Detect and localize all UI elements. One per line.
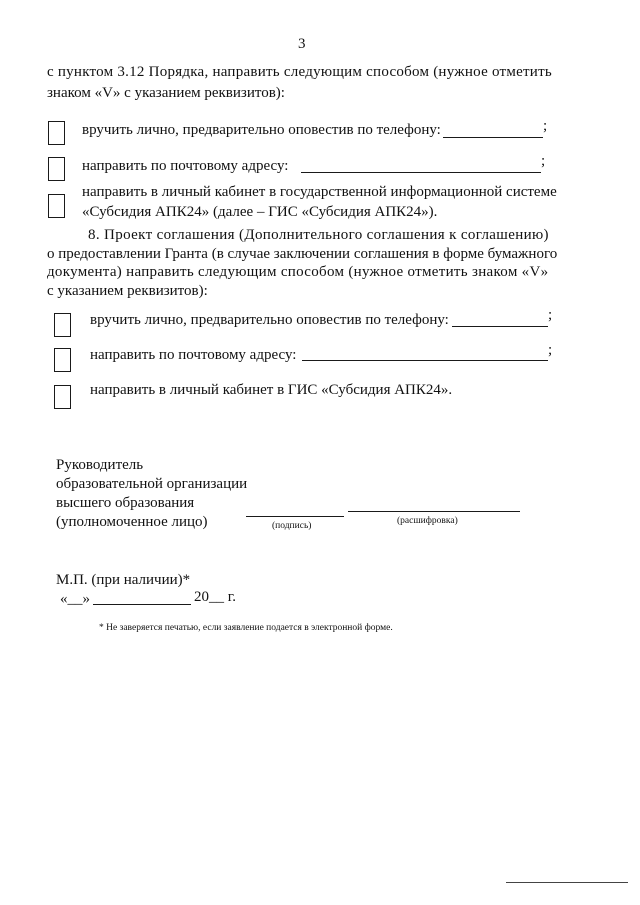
checkbox-personal-account-1[interactable] — [48, 194, 65, 218]
address-field-1[interactable] — [301, 172, 541, 173]
item8-line-4: с указанием реквизитов): — [47, 283, 208, 299]
name-decode-field[interactable] — [348, 511, 520, 512]
item8-line-2: о предоставлении Гранта (в случае заключении соглашения в форме бумажного — [47, 246, 558, 262]
checkbox-personal-account-2[interactable] — [54, 385, 71, 409]
signatory-line-1: Руководитель — [56, 457, 144, 473]
checkbox-post-address-1[interactable] — [48, 157, 65, 181]
item8-line-3: документа) направить следующим способом (нужное отметить знаком «V» — [47, 264, 549, 280]
signatory-line-2: образовательной организации — [56, 476, 248, 492]
footnote: * Не заверяется печатью, если заявление подается в электронной форме. — [99, 623, 393, 633]
option-hand-deliver-1: вручить лично, предварительно оповестив по телефону: — [82, 122, 441, 138]
stamp-label: М.П. (при наличии)* — [56, 572, 191, 588]
date-year: 20__ г. — [194, 589, 236, 605]
date-day: «__» — [60, 591, 90, 607]
checkbox-post-address-2[interactable] — [54, 348, 71, 372]
signature-caption: (подпись) — [272, 521, 312, 531]
item8-line-1: 8. Проект соглашения (Дополнительного соглашения к соглашению) — [88, 227, 549, 243]
semicolon-2: ; — [541, 153, 546, 169]
address-field-2[interactable] — [302, 360, 548, 361]
signatory-line-4: (уполномоченное лицо) — [56, 514, 208, 530]
option-personal-account-2: направить в личный кабинет в ГИС «Субсидия АПК24». — [90, 382, 453, 398]
scan-edge-line — [506, 882, 628, 883]
signatory-line-3: высшего образования — [56, 495, 195, 511]
signature-field[interactable] — [246, 516, 344, 517]
option-post-address-1: направить по почтовому адресу: — [82, 158, 289, 174]
checkbox-hand-deliver-2[interactable] — [54, 313, 71, 337]
decode-caption: (расшифровка) — [397, 516, 458, 526]
page-number: 3 — [298, 36, 306, 52]
intro-line-1: с пунктом 3.12 Порядка, направить следующим способом (нужное отметить — [47, 64, 552, 80]
semicolon-4: ; — [548, 342, 553, 358]
date-month-field[interactable] — [93, 604, 191, 605]
phone-field-2[interactable] — [452, 326, 548, 327]
intro-line-2: знаком «V» с указанием реквизитов): — [47, 85, 285, 101]
option-personal-account-1-line-1: направить в личный кабинет в государственной информационной системе — [82, 184, 557, 200]
phone-field-1[interactable] — [443, 137, 543, 138]
option-personal-account-1-line-2: «Субсидия АПК24» (далее – ГИС «Субсидия АПК24»). — [82, 204, 438, 220]
semicolon-3: ; — [548, 307, 553, 323]
checkbox-hand-deliver-1[interactable] — [48, 121, 65, 145]
option-hand-deliver-2: вручить лично, предварительно оповестив по телефону: — [90, 312, 449, 328]
option-post-address-2: направить по почтовому адресу: — [90, 347, 297, 363]
semicolon-1: ; — [543, 118, 548, 134]
